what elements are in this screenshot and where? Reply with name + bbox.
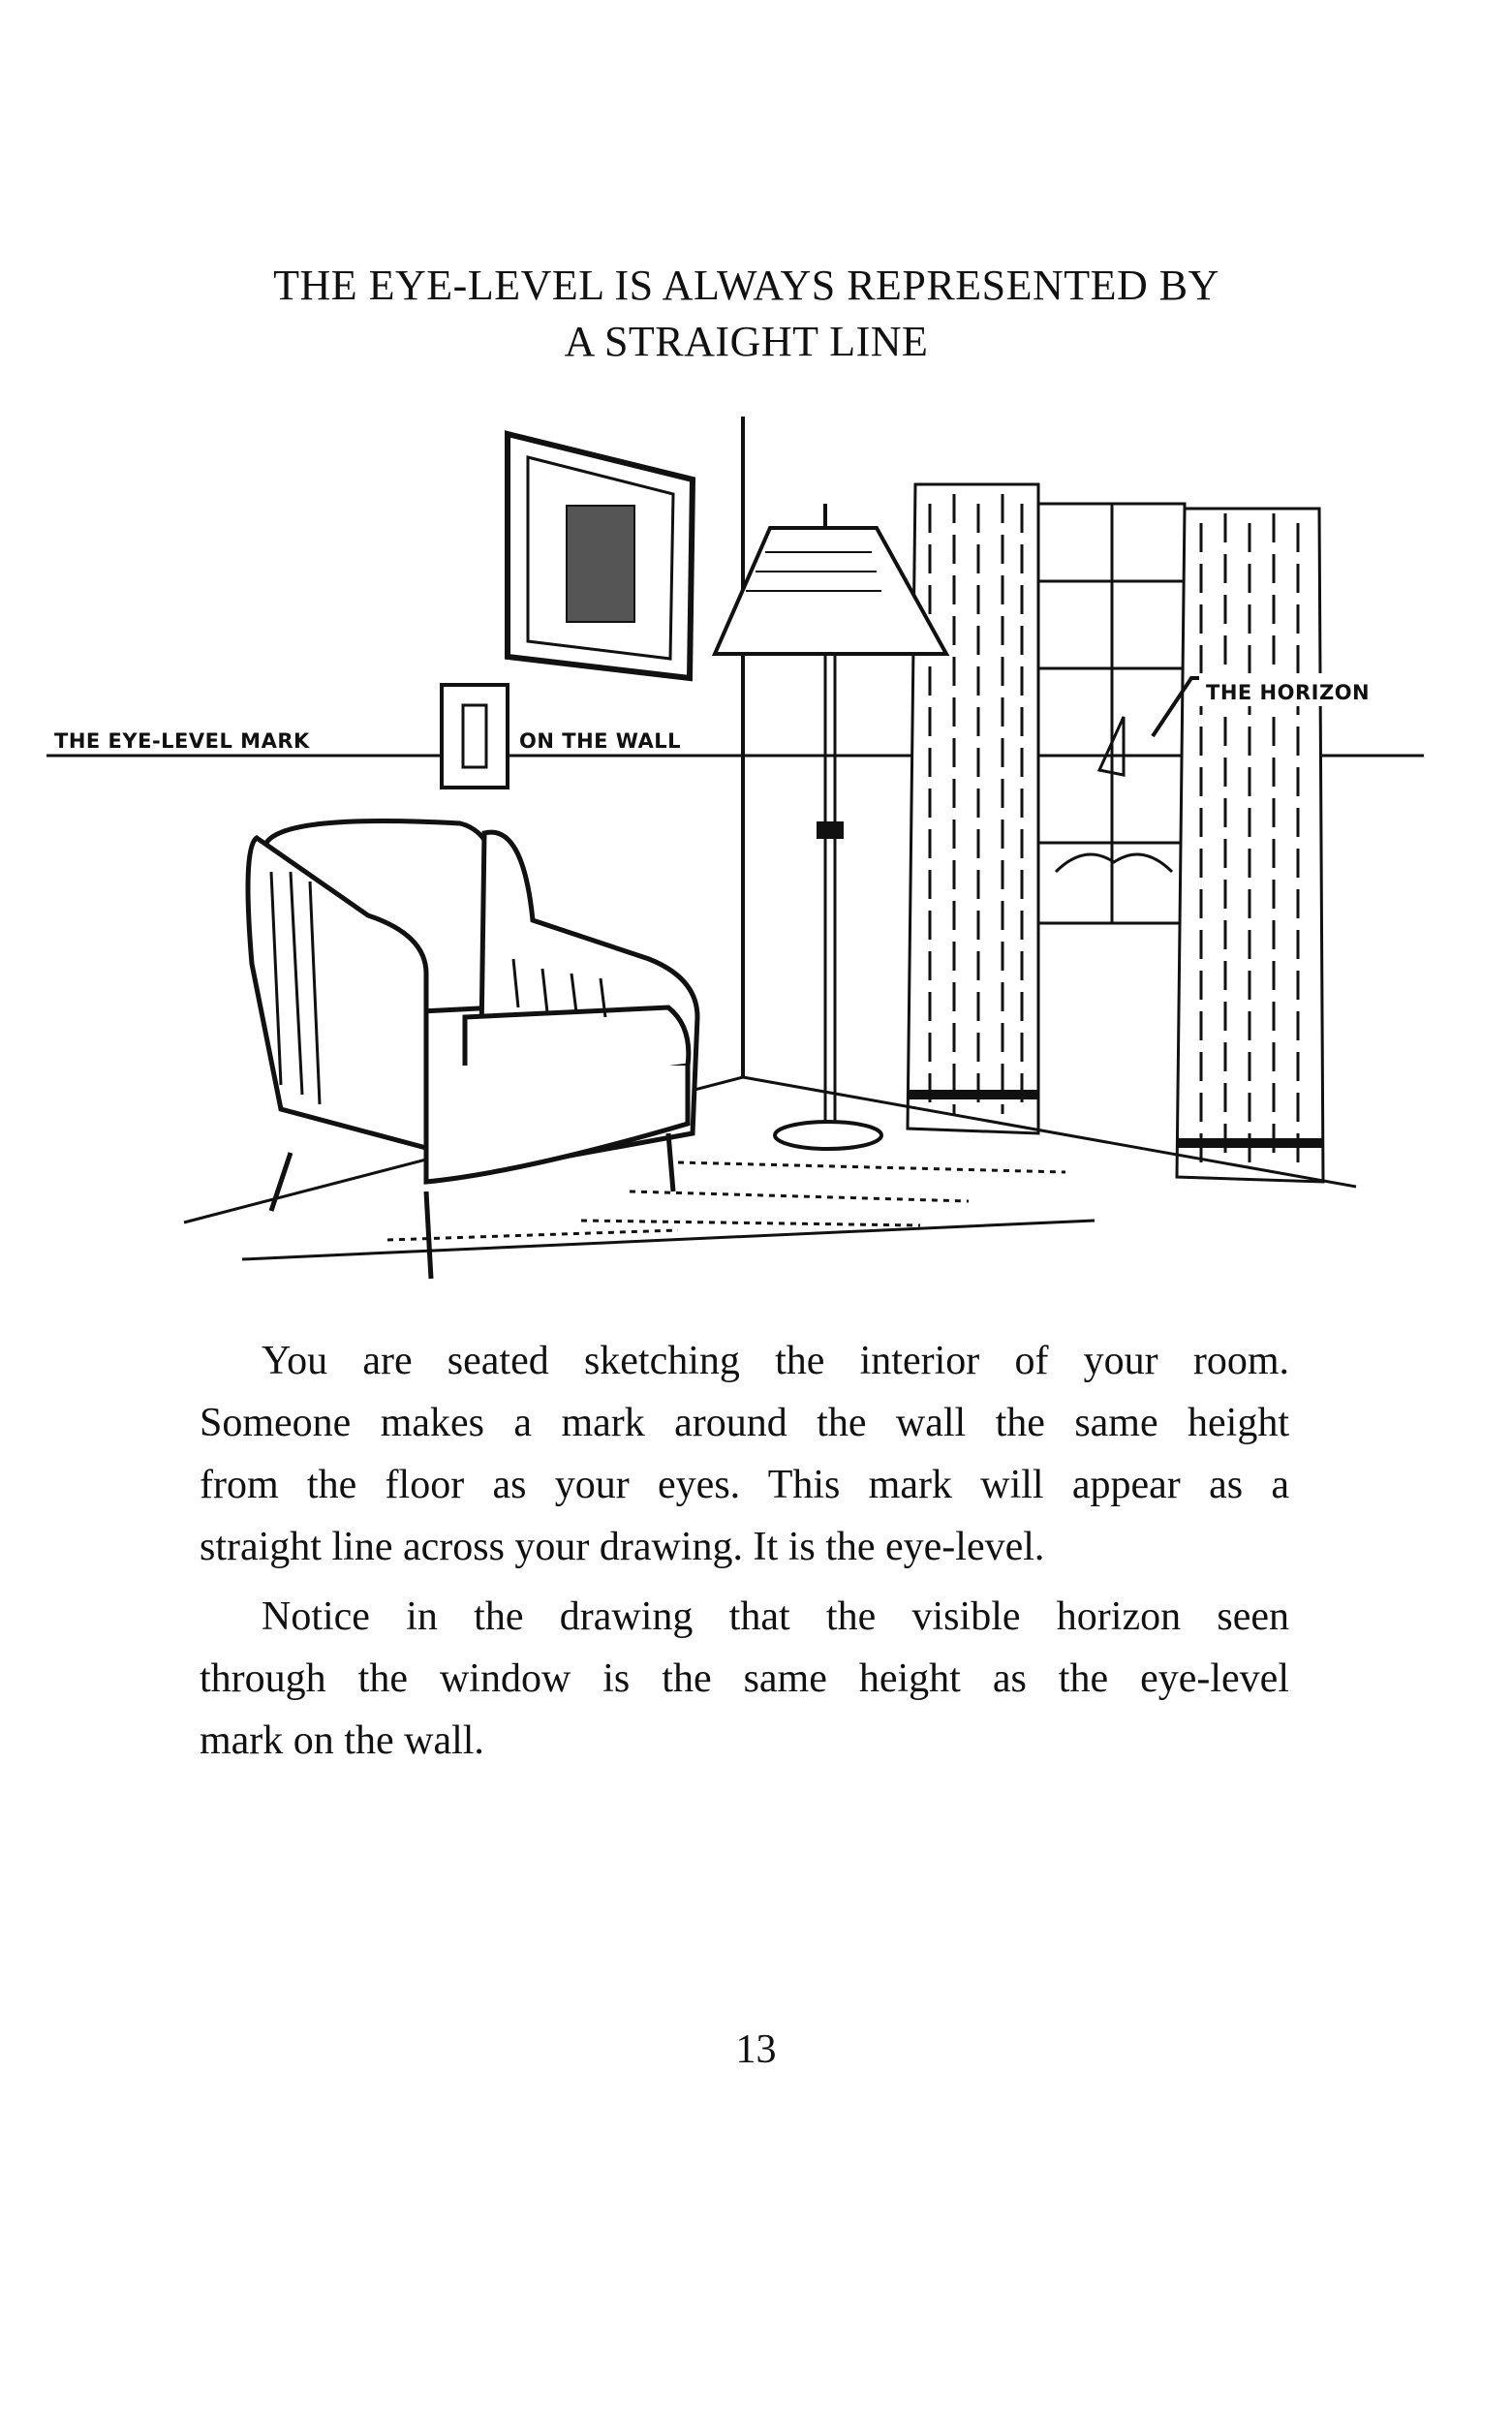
heading-line-2: A STRAIGHT LINE — [564, 318, 929, 365]
heading-line-1: THE EYE-LEVEL IS ALWAYS REPRESENTED BY — [273, 262, 1219, 309]
framed-picture — [508, 434, 693, 678]
label-the-horizon: THE HORIZON — [1206, 681, 1371, 704]
body-line-3: from the floor as your eyes. This mark will appear as a — [200, 1463, 1289, 1507]
room-illustration — [0, 387, 1512, 1337]
armchair — [248, 821, 697, 1280]
left-curtain — [908, 484, 1038, 1133]
body-line-4: straight line across your drawing. It is the eye-level. — [200, 1525, 1045, 1569]
window — [1038, 504, 1185, 923]
body-line-1: You are seated sketching the interior of your room. — [262, 1339, 1289, 1383]
body-line-6: through the window is the same height as the eye-level — [200, 1656, 1289, 1701]
body-line-5: Notice in the drawing that the visible horizon seen — [262, 1594, 1289, 1639]
body-line-7: mark on the wall. — [200, 1718, 484, 1763]
page-number: 13 — [735, 2027, 777, 2072]
body-line-2: Someone makes a mark around the wall the same height — [200, 1401, 1289, 1445]
label-eye-level-mark: THE EYE-LEVEL MARK — [54, 729, 310, 753]
label-on-the-wall: ON THE WALL — [519, 729, 682, 753]
right-curtain — [1177, 509, 1323, 1182]
eye-level-mark-icon — [442, 685, 508, 788]
